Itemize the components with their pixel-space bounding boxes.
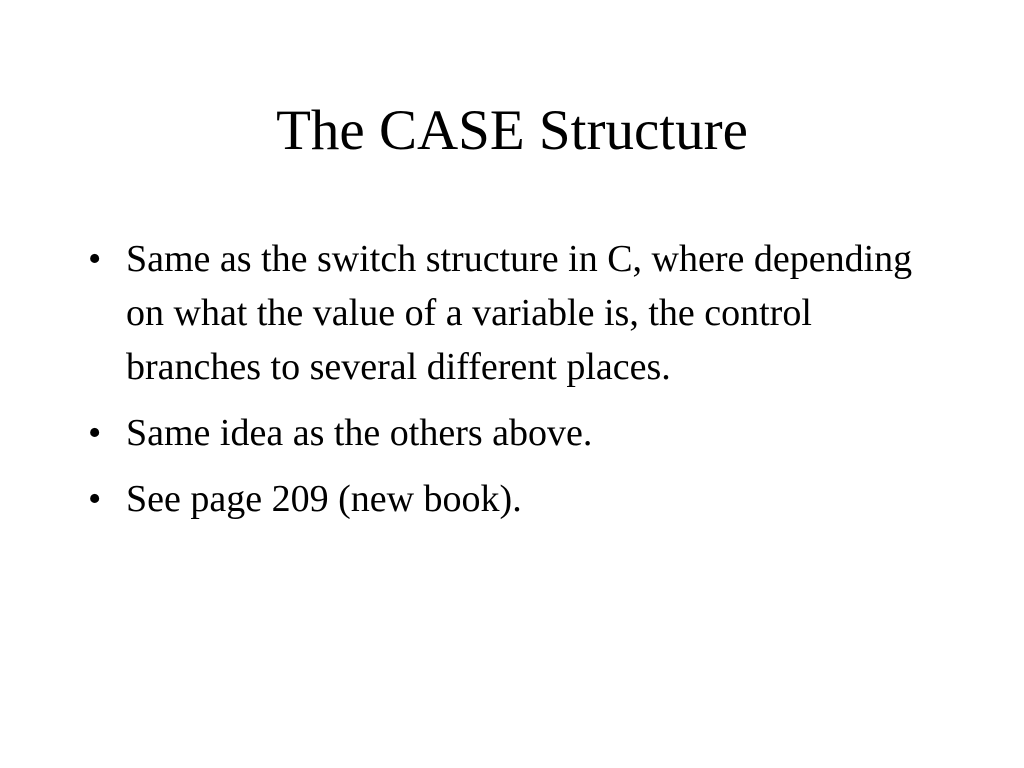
bullet-text: See page 209 (new book).	[126, 478, 522, 520]
bullet-item	[86, 472, 926, 526]
slide-title: The CASE Structure	[276, 99, 748, 162]
bullet-text: Same as the switch structure in C, where depending on what the value of a variable is, the control branches to several different places.	[126, 238, 913, 388]
bullet-marker: •	[88, 478, 102, 520]
bullet-item	[86, 406, 926, 460]
bullet-marker: •	[88, 412, 102, 454]
bullet-list	[86, 232, 926, 538]
bullet-text: Same idea as the others above.	[126, 412, 593, 454]
bullet-marker: •	[88, 238, 102, 280]
bullet-item	[86, 232, 926, 394]
